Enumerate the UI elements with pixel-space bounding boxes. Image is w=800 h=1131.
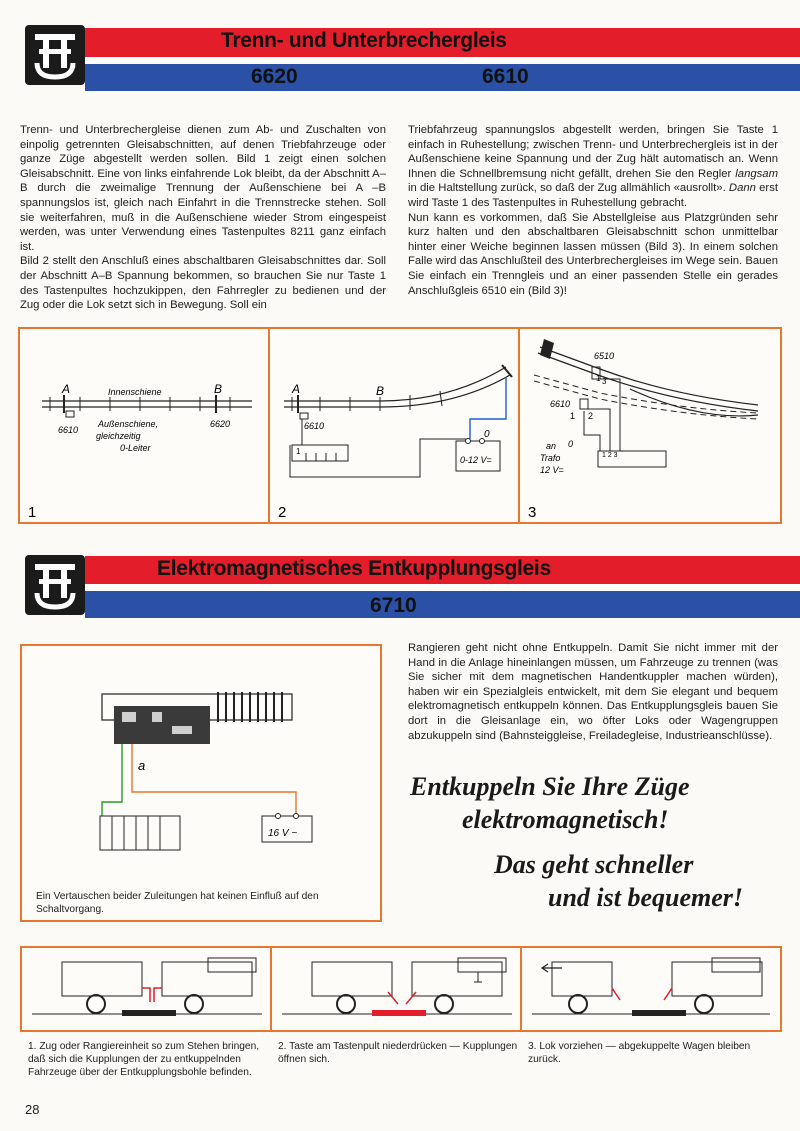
label-b: B [376,384,385,398]
label-an: an [546,441,557,451]
figure-3 [518,327,782,524]
step-2-caption: 2. Taste am Tastenpult niederdrücken — Kupplungen öffnen sich. [278,1041,518,1065]
label-zero: 0 [484,429,490,440]
label-n1: 1 [596,374,601,383]
key-1-label: 1 [296,447,301,456]
label-a: A [62,382,71,396]
tt-logo-icon [25,555,85,615]
step-3-caption: 3. Lok vorziehen — abgekuppelte Wagen bleiben zurück. [528,1041,751,1065]
figure-number: 3 [528,504,537,521]
header-band-white [85,57,800,64]
track-diagram-1 [20,329,270,522]
product-code: 6710 [370,594,417,617]
step-2-illustration [272,948,522,1030]
track-diagram-2 [270,329,520,522]
label-part-6610: 6610 [58,425,79,435]
step-3 [520,946,782,1065]
figure-1 [18,327,272,524]
section2-paragraph: Rangieren geht nicht ohne Entkuppeln. Damit Sie nicht immer mit der Hand in die Anlage hineinlangen müssen, um Fahrzeuge zu trennen (was Sie sicher mit dem magnetischen Handentkuppler machen würden), haben wir ein Spezialgleis entwickelt, mit dem Sie elegant und bequem elektromagnetisch entkuppeln können. Das Entkupplungsgleis bauen Sie dort in die Gleisanlage ein, wo öfter Loks oder Wagengruppen abzukuppeln sind (Bahnsteiggleise, Freiladegleise, Industrieanschlüsse). [408,642,778,742]
step-2 [270,946,524,1065]
label-aussenschiene: Außenschiene, [98,419,159,429]
section-title: Elektromagnetisches Entkupplungsgleis [157,557,551,580]
slogan-line-2: elektromagnetisch! [462,805,669,834]
label-part-6510: 6510 [594,351,615,361]
label-part-6620: 6620 [210,419,231,429]
label-part-6610: 6610 [304,421,325,431]
label-zero: 0 [568,439,574,449]
label-innenschiene: Innenschiene [108,387,162,397]
label-volt: 12 V= [540,465,564,475]
figure-number: 2 [278,504,287,521]
paragraph: Triebfahrzeug spannungslos abgestellt werden, bringen Sie Taste 1 einfach in Ruhestellung; zwischen Trenn- und Unterbrechergleis ist in der Außenschiene keine Spannung und der Zug hält automatisch an. Wenn Ihnen die Schnellbremsung nicht gefällt, drehen Sie den Regler langsam in die Haltstellung zurück, so daß der Zug allmählich «ausrollt». Dann erst wird Taste 1 des Tastenpultes in Ruhestellung gebracht. [408,124,778,209]
label-part-6610: 6610 [550,399,571,409]
product-code-left: 6620 [251,65,298,88]
label-keys: 1 2 3 [602,452,618,459]
label-a: a [138,758,146,773]
label-a: A [292,382,301,396]
section-title: Trenn- und Unterbrechergleis [221,29,507,52]
label-b: B [214,382,223,396]
header-band-blue [85,64,800,91]
step-1-illustration [22,948,272,1030]
brand-logo [25,555,85,615]
step-1 [20,946,274,1078]
brand-logo [25,25,85,85]
figure-entkupplungsgleis [20,644,382,922]
figure-number: 1 [28,504,37,521]
paragraph: Nun kann es vorkommen, daß Sie Abstellgleise aus Platzgründen sehr kurz halten und den abschaltbaren Gleisabschnitt schon unmittelbar hinter einer Weiche beginnen lassen müssen (Bild 3). In einem solchen Falle wird das Anschlußteil des Unterbrechergleises im Wege sein. Bauen Sie einfach ein Trenngleis und an einer passenden Stelle ein gerades Anschlußgleis 6510 ein (Bild 3)! [408,211,778,297]
label-gleichzeitig: gleichzeitig [96,431,141,441]
step-3-illustration [522,948,780,1030]
step-1-caption: 1. Zug oder Rangiereinheit so zum Stehen bringen, daß sich die Kupplungen der zu entkuppelnden Fahrzeuge über der Entkupplungsbohle befinden. [28,1041,260,1078]
uncoupling-track-diagram [22,646,380,866]
figure-2 [268,327,522,524]
header-band-white [85,584,800,591]
paragraph: Trenn- und Unterbrechergleise dienen zum Ab- und Zuschalten von einpolig getrennten Gleisabschnitten, auf denen Triebfahrzeuge oder ganze Züge abgestellt werden sollen. Bild 1 zeigt einen solchen Gleisabschnitt. Eine von links einfahrende Lok bleibt, da der Abschnitt A–B durch die zweimalige Trennung der Außenschiene bei A –B spannungslos ist, gleich nach Einfahrt in die Trennstrecke stehen. Soll sie weiterfahren, muß in die Außenschiene wieder Strom eingespeist werden, was unter Verwendung eines Tastenpultes 8211 ganz einfach ist. [20,124,386,253]
label-trafo: Trafo [540,453,561,463]
label-0-leiter: 0-Leiter [120,443,151,453]
product-code-right: 6610 [482,65,529,88]
paragraph: Bild 2 stellt den Anschluß eines abschaltbaren Gleisabschnittes dar. Soll der Abschnitt A–B Spannung bekommen, so brauchen Sie nur Taste 1 des Tastenpultes hochzukippen, den Fahrregler zu bedienen und der Zug oder die Lok setzt sich in Bewegung. Soll ein [20,255,386,312]
label-n1b: 1 [570,411,576,421]
label-n3: 3 [602,377,607,386]
slogan-line-4: und ist bequemer! [548,883,744,912]
label-volt: 0-12 V= [460,455,492,465]
tt-logo-icon [25,25,85,85]
slogan-line-1: Entkuppeln Sie Ihre Züge [410,772,690,801]
text-column-right [408,123,778,298]
figure-caption: Ein Vertauschen beider Zuleitungen hat keinen Einfluß auf den Schaltvorgang. [36,891,319,915]
page-number: 28 [25,1102,40,1117]
track-diagram-3 [520,329,780,522]
slogan-line-3: Das geht schneller [494,850,694,879]
label-n2: 2 [588,411,594,421]
header-band-blue [85,591,800,618]
label-volt: 16 V ~ [268,828,298,839]
text-column-left [20,123,386,313]
